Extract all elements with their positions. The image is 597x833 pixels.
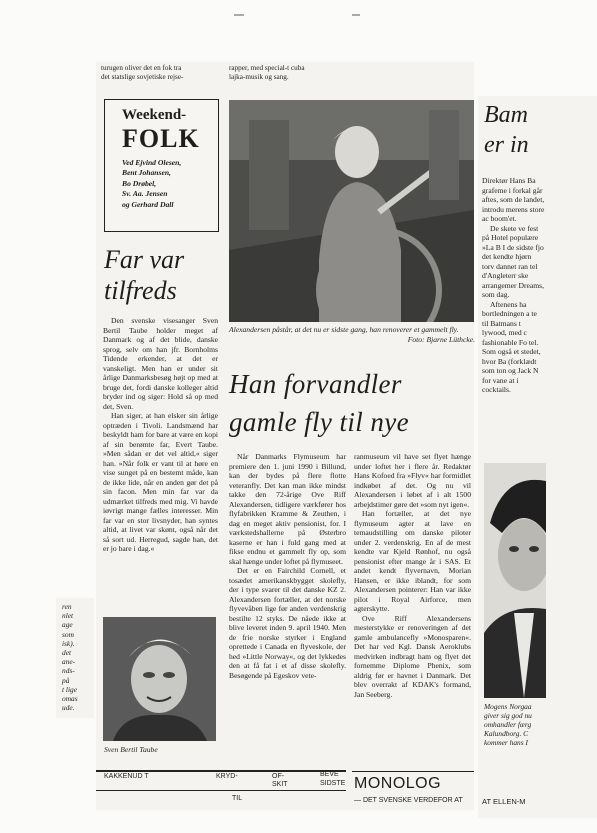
plane-photo-credit: Foto: Bjarne Lüthcke.	[407, 334, 475, 344]
right-portrait-image	[484, 463, 546, 698]
tv-fragment-2: OF-	[272, 773, 285, 780]
taube-photo-image	[103, 617, 216, 741]
weekend-folk-box	[104, 99, 219, 232]
right-portrait-photo	[484, 463, 546, 698]
tv-fragment-6: TIL	[232, 795, 243, 802]
right-article-body	[482, 176, 545, 448]
tv-fragment-1: KRYD-	[216, 773, 238, 780]
plane-photo-caption	[229, 325, 475, 344]
left-frag-7: nds-	[62, 666, 75, 676]
fly-headline	[229, 365, 477, 441]
left-frag-6: ane-	[62, 657, 76, 667]
fly-headline-2: gamle fly til nye	[229, 407, 409, 437]
right-paragraph-3: Aftenens ha bortledningen a te til Batmans t lywood, med c fashionable Fo tel. Som også et stedet, hvor Ba (forklædt som ton og Jack N for vane at i cocktails.	[482, 299, 541, 394]
left-frag-10: omas	[62, 694, 78, 704]
left-frag-2: age	[62, 620, 73, 630]
fly-col1-paragraph-2: Det er en Fairchild Cornell, et tosædet amerikanskbygget skolefly, der i type svarer til det danske KZ 2. Alexandersen fortæller, at det norske flyvevåben lige før anden verdenskrig bestilte 12 styks. De nåede ikke at blive leveret inden 9. april 1940. Men de frie norske styrker i England oprettede i Canada en flyveskole, der hed »Little Norway«, og det lykkedes den at få fat i et af disse skolefly. Besøgende på Egeskov vete-	[229, 566, 346, 680]
fly-col1-paragraph-1: Når Danmarks Flymuseum har premiere den 1. juni 1990 i Billund, kan der bydes på flere flotte veteranfly. Det kan man ikke mindst takke den 72-årige Ove Riff Alexandersen, tidligere værkfører hos flyfabrikken Kramme & Zeuthen, i dag en meget aktiv pensionist, for. I værkstedshallerne på Østerbro kaserne er han i fuld gang med at fikse endnu et gammelt fly op, som skal hænge under loftet på flymuseet.	[229, 452, 346, 566]
weekend-byline: Ved Ejvind Olesen, Bent Johansen, Bo Drøbel, Sv. Aa. Jensen og Gerhard Dall	[122, 158, 182, 209]
plane-restorer-image	[229, 100, 474, 322]
taube-photo-caption: Sven Bertil Taube	[104, 745, 158, 754]
monolog-right: AT ELLEN-M	[482, 797, 526, 806]
top-snippet-left-1: turugen oliver det en fok tra	[101, 64, 182, 72]
top-snippet-mid-1: rapper, med special-t cuba	[229, 64, 305, 72]
plane-photo-caption-text: Alexandersen påstår, at det nu er sidste gang, han renoverer et gammelt fly.	[229, 325, 459, 334]
taube-paragraph-1: Den svenske visesanger Sven Bertil Taube holder meget af Danmark og af det blide, danske sprog, selv om han jfr. Bornholms Tidende erkender, at det er vanskeligt. Men han er under sit årlige Danmarksbesøg højt op med at bruge det, fordi danske kolleger altid bryder ind og siger: Hold så op med det, Sven.	[103, 316, 218, 411]
monolog-title: MONOLOG	[354, 775, 442, 792]
left-frag-3: som	[62, 629, 74, 639]
fly-headline-1: Han forvandler	[229, 369, 402, 399]
right-headline	[484, 100, 594, 160]
taube-headline	[104, 244, 222, 306]
right-paragraph-1: Direktør Hans Ba grafeme i forkal går aftes, som de landet, introdu merens store ac boom'et.	[482, 176, 545, 223]
right-headline-1: Bam	[484, 102, 528, 128]
left-frag-11: ude.	[62, 703, 75, 713]
weekend-title: FOLK	[122, 124, 200, 153]
plane-restorer-photo	[229, 100, 474, 322]
bottom-strip-rule-top	[96, 770, 346, 772]
top-snippet-mid-2: lajka-musik og sang.	[229, 73, 289, 81]
tv-fragment-0: KAKKENUD T	[104, 773, 149, 780]
tv-fragment-3: SKIT	[272, 781, 288, 788]
left-frag-1: nlet	[62, 611, 74, 621]
scan-mark-top-right	[352, 14, 360, 16]
right-paragraph-2: De skete ve fest på Hotel populære »La B I de sidste fjo det kendte hjørn torv dannet ran tel d'Angleterr ske arrangemer Dreams, som dag.	[482, 223, 544, 299]
fly-article-column-1	[229, 452, 346, 680]
left-frag-5: det	[62, 648, 72, 658]
top-snippet-left-2: det statslige sovjetiske rejse-	[101, 73, 184, 81]
weekend-kicker: Weekend-	[122, 107, 187, 123]
fly-col2-paragraph-1: ranmuseum vil have set flyet hænge under loftet her i flere år. Redaktør Hans Kofoed fra »Flyv« har formidlet indkøbet af det. Og nu vil Alexandersen i løbet af i alt 1500 arbejdstimer gøre det »som nyt igen«.	[354, 452, 471, 509]
tv-fragment-5: SIDSTE	[320, 780, 346, 787]
taube-photo	[103, 617, 216, 741]
left-frag-9: t lige	[62, 684, 77, 694]
fly-col2-paragraph-2: Han fortæller, at det nye flymuseum agter at lave en temaudstilling om danske piloter under 2. verdenskrig. En af de mest kendte var Kjeld Rønhof, nu også pensionist efter mange år i SAS. Et andet kendt flyvernavn, Morian Hansen, er ikke iblandt, for som Alexandersen pointerer: Han var ikke pilot i Royal Airforce, men agterskytte.	[354, 509, 471, 613]
scan-mark-top	[234, 14, 244, 16]
taube-article-body	[103, 316, 218, 554]
fly-col2-paragraph-3: Ove Riff Alexandersens mesterstykke er renoveringen af det gamle ambulancefly »Monosparen«. Det har ved Kgl. Dansk Aeroklubs medvirken indbragt ham og flyet det fornemme Diplome Phenix, som aldrig før er havnet i Danmark. Det blev overrakt af KDAK's formand, Jan Seeberg.	[354, 613, 471, 699]
top-snippet-left	[101, 64, 217, 82]
left-frag-0: ren	[62, 602, 72, 611]
right-photo-caption: Mogens Norgaa giver sig god nu omhandler færg Kalundborg. C kommer hans I	[484, 702, 532, 747]
monolog-subtitle: — DET SVENSKE VERDEFOR AT	[354, 797, 463, 804]
monolog-rule	[352, 771, 474, 772]
taube-headline-1: Far var	[104, 245, 185, 274]
bottom-strip-rule-bottom	[96, 790, 346, 791]
left-frag-4: isk).	[62, 638, 75, 648]
right-headline-2: er in	[484, 132, 529, 158]
top-snippet-mid	[229, 64, 347, 82]
fly-article-column-2	[354, 452, 471, 699]
tv-fragment-4: BEVE	[320, 771, 339, 778]
taube-paragraph-2: Han siger, at han elsker sin årlige optræden i Tivoli. Landsmænd har beskyldt ham for bare at være en kopi af sin berømte far, Evert Taube. »Men sådan er det vel altid,« siger han. »Når folk er vant til at høre en vise sunget på en bestemt måde, kan de ikke lide, når en anden gør det på sin facon. Men min far var da udmærket tilfreds med mig. Vi havde iøvrigt mange fælles interesser. Min far var en stor livsnyder, han syntes altid, at livet var skønt, også når det så sort ud. Herregud, sagde han, det er jo bare i dag.«	[103, 411, 218, 553]
left-margin-fragments	[62, 602, 92, 712]
taube-headline-2: tilfreds	[104, 276, 177, 305]
left-frag-8: på	[62, 675, 70, 685]
